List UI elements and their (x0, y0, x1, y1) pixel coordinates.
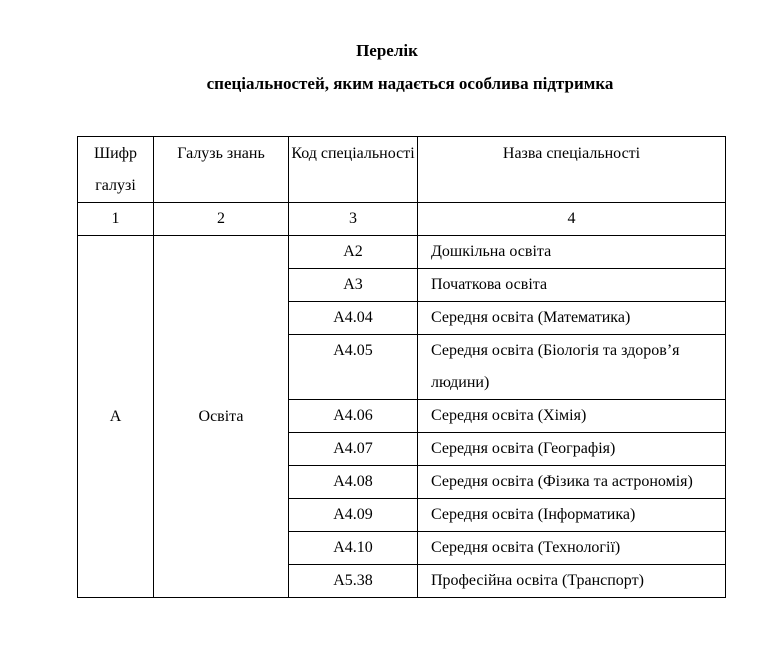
spec-name-cell: Середня освіта (Фізика та астрономія) (418, 466, 726, 499)
branch-name-cell: Освіта (154, 236, 289, 598)
spec-name-cell: Середня освіта (Інформатика) (418, 499, 726, 532)
spec-code-cell: А4.06 (289, 400, 418, 433)
spec-name-cell: Середня освіта (Біологія та здоров’я людини) (418, 335, 726, 400)
table-row (78, 236, 726, 269)
table-header-row (78, 137, 726, 203)
spec-code-cell: А4.08 (289, 466, 418, 499)
column-numbers-row (78, 203, 726, 236)
column-number: 4 (418, 203, 726, 236)
branch-code-cell: А (78, 236, 154, 598)
document-title: Перелік (356, 41, 418, 60)
spec-name-cell: Середня освіта (Хімія) (418, 400, 726, 433)
spec-code-cell: А4.10 (289, 532, 418, 565)
spec-name-cell: Середня освіта (Технології) (418, 532, 726, 565)
header-spec-name: Назва спеціальності (418, 137, 726, 203)
specialties-table (77, 136, 726, 598)
spec-code-cell: А5.38 (289, 565, 418, 598)
column-number: 3 (289, 203, 418, 236)
spec-name-cell: Початкова освіта (418, 269, 726, 302)
column-number: 2 (154, 203, 289, 236)
column-number: 1 (78, 203, 154, 236)
spec-name-cell: Дошкільна освіта (418, 236, 726, 269)
spec-code-cell: А2 (289, 236, 418, 269)
spec-name-cell: Середня освіта (Математика) (418, 302, 726, 335)
header-branch: Галузь знань (154, 137, 289, 203)
header-branch-code: Шифр галузі (78, 137, 154, 203)
spec-code-cell: А4.09 (289, 499, 418, 532)
spec-code-cell: А3 (289, 269, 418, 302)
header-spec-code: Код спеціальності (289, 137, 418, 203)
spec-code-cell: А4.07 (289, 433, 418, 466)
spec-code-cell: А4.05 (289, 335, 418, 400)
spec-name-cell: Професійна освіта (Транспорт) (418, 565, 726, 598)
spec-code-cell: А4.04 (289, 302, 418, 335)
document-subtitle: спеціальностей, яким надається особлива підтримка (206, 74, 614, 93)
spec-name-cell: Середня освіта (Географія) (418, 433, 726, 466)
